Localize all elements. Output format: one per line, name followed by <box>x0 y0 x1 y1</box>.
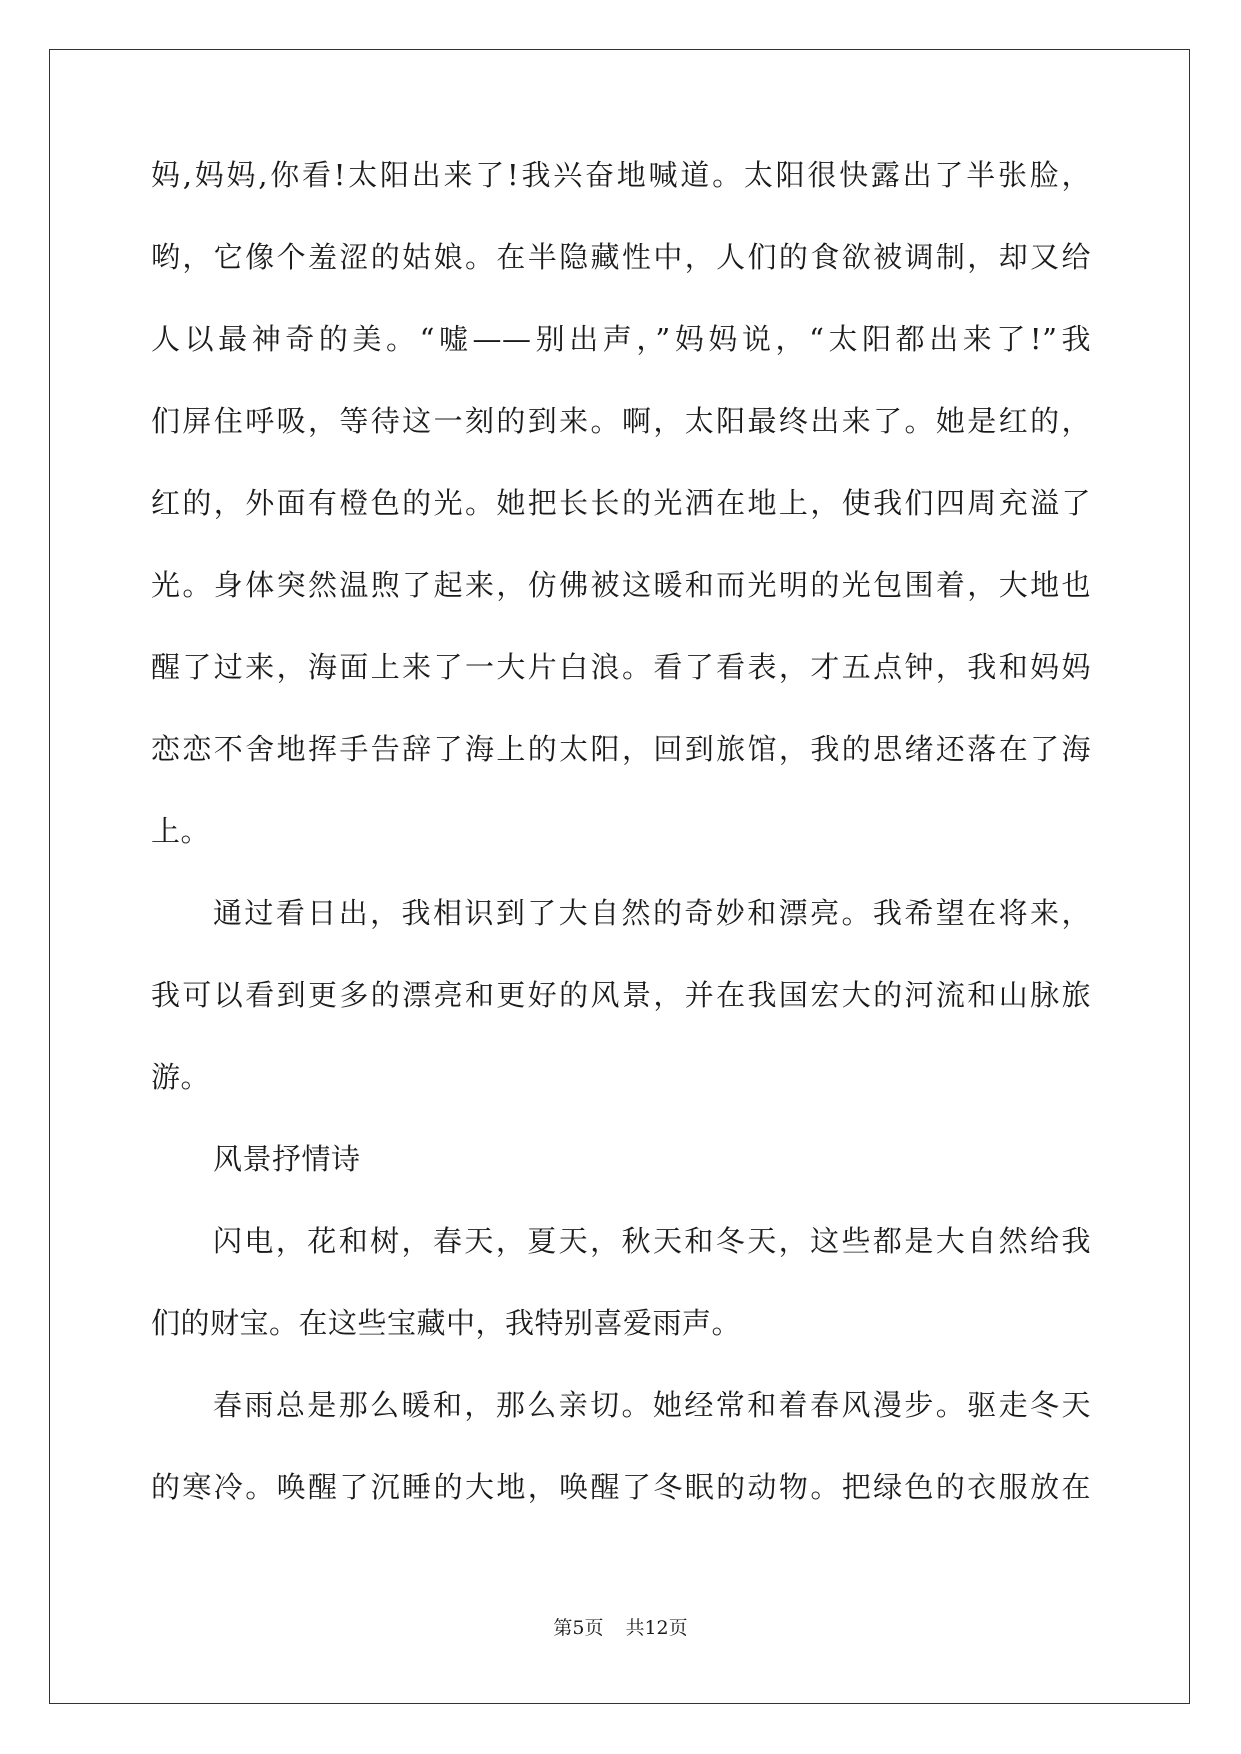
text-line: 恋恋不舍地挥手告辞了海上的太阳，回到旅馆，我的思绪还落在了海 <box>151 732 1091 766</box>
body-text <box>151 155 1091 1549</box>
text-line: 人以最神奇的美。“嘘——别出声，”妈妈说，“太阳都出来了!”我 <box>151 322 1091 356</box>
text-line: 的寒冷。唤醒了沉睡的大地，唤醒了冬眠的动物。把绿色的衣服放在 <box>151 1470 1091 1504</box>
page-number: 第5页 <box>553 1617 604 1639</box>
text-line: 游。 <box>151 1060 211 1094</box>
page-total: 共12页 <box>625 1617 688 1639</box>
text-line: 红的，外面有橙色的光。她把长长的光洒在地上，使我们四周充溢了 <box>151 486 1091 520</box>
text-line: 春雨总是那么暖和，那么亲切。她经常和着春风漫步。驱走冬天 <box>213 1388 1091 1422</box>
text-line: 们屏住呼吸，等待这一刻的到来。啊，太阳最终出来了。她是红的， <box>151 404 1091 438</box>
text-line: 风景抒情诗 <box>213 1142 361 1176</box>
text-line: 们的财宝。在这些宝藏中，我特别喜爱雨声。 <box>151 1306 742 1340</box>
text-line: 通过看日出，我相识到了大自然的奇妙和漂亮。我希望在将来， <box>213 896 1091 930</box>
text-line: 光。身体突然温煦了起来，仿佛被这暖和而光明的光包围着，大地也 <box>151 568 1091 602</box>
text-line: 闪电，花和树，春天，夏天，秋天和冬天，这些都是大自然给我 <box>213 1224 1091 1258</box>
text-line: 哟，它像个羞涩的姑娘。在半隐藏性中，人们的食欲被调制，却又给 <box>151 240 1091 274</box>
text-line: 妈,妈妈,你看!太阳出来了!我兴奋地喊道。太阳很快露出了半张脸， <box>151 158 1091 192</box>
page-footer <box>0 1616 1241 1640</box>
text-line: 醒了过来，海面上来了一大片白浪。看了看表，才五点钟，我和妈妈 <box>151 650 1091 684</box>
text-line: 我可以看到更多的漂亮和更好的风景，并在我国宏大的河流和山脉旅 <box>151 978 1091 1012</box>
text-line: 上。 <box>151 814 211 848</box>
